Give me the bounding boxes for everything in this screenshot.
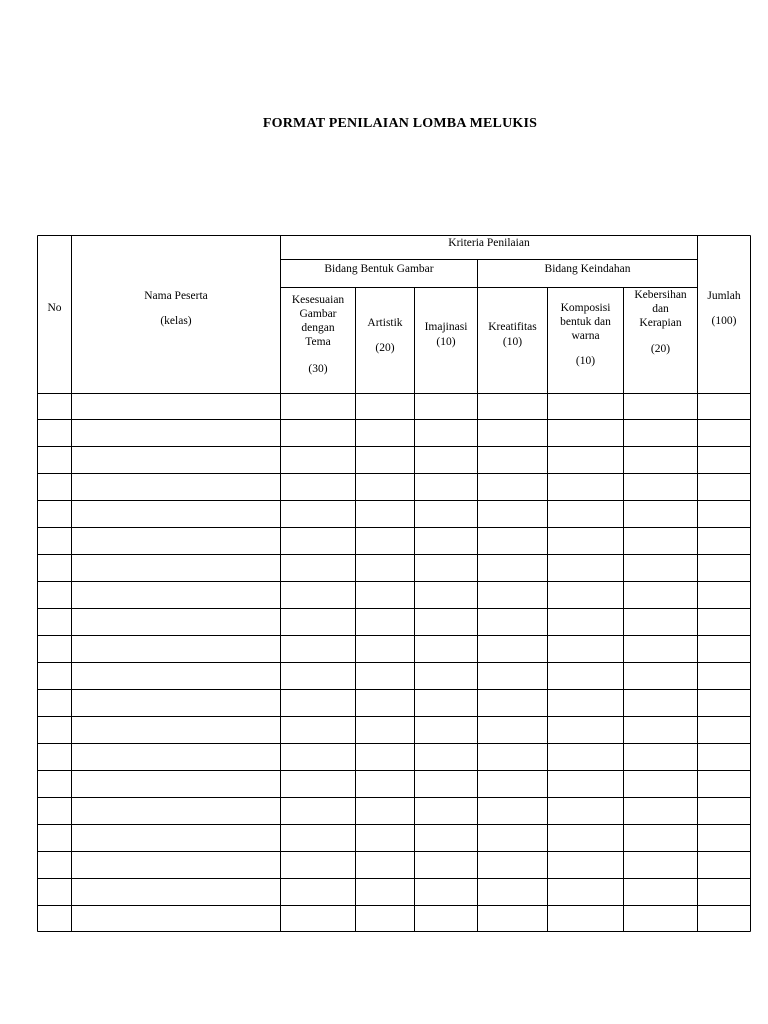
header-kesesuaian: Kesesuaian Gambar dengan Tema [291,294,345,348]
header-jumlah-score: (100) [711,315,737,327]
header-kesesuaian-score: (30) [308,363,328,375]
header-kelas: (kelas) [160,315,192,327]
header-artistik-score: (20) [375,342,395,354]
header-no: No [47,302,62,314]
header-kreatifitas-score: (10) [502,336,523,348]
header-bidang-bentuk-gambar: Bidang Bentuk Gambar [324,263,434,275]
header-jumlah: Jumlah [707,290,741,302]
document-title: FORMAT PENILAIAN LOMBA MELUKIS [262,116,538,131]
header-kreatifitas: Kreatifitas [488,321,537,333]
header-imajinasi-score: (10) [436,336,456,348]
header-komposisi-score: (10) [575,355,596,367]
header-bidang-keindahan: Bidang Keindahan [544,263,631,275]
header-komposisi: Komposisi bentuk dan warna [560,302,611,342]
header-nama-peserta: Nama Peserta [144,290,208,302]
header-kebersihan: Kebersihan dan Kerapian [634,289,687,329]
header-artistik: Artistik [367,317,403,329]
header-imajinasi: Imajinasi [424,321,468,333]
header-kebersihan-score: (20) [650,343,671,355]
header-kriteria-penilaian: Kriteria Penilaian [448,237,530,249]
